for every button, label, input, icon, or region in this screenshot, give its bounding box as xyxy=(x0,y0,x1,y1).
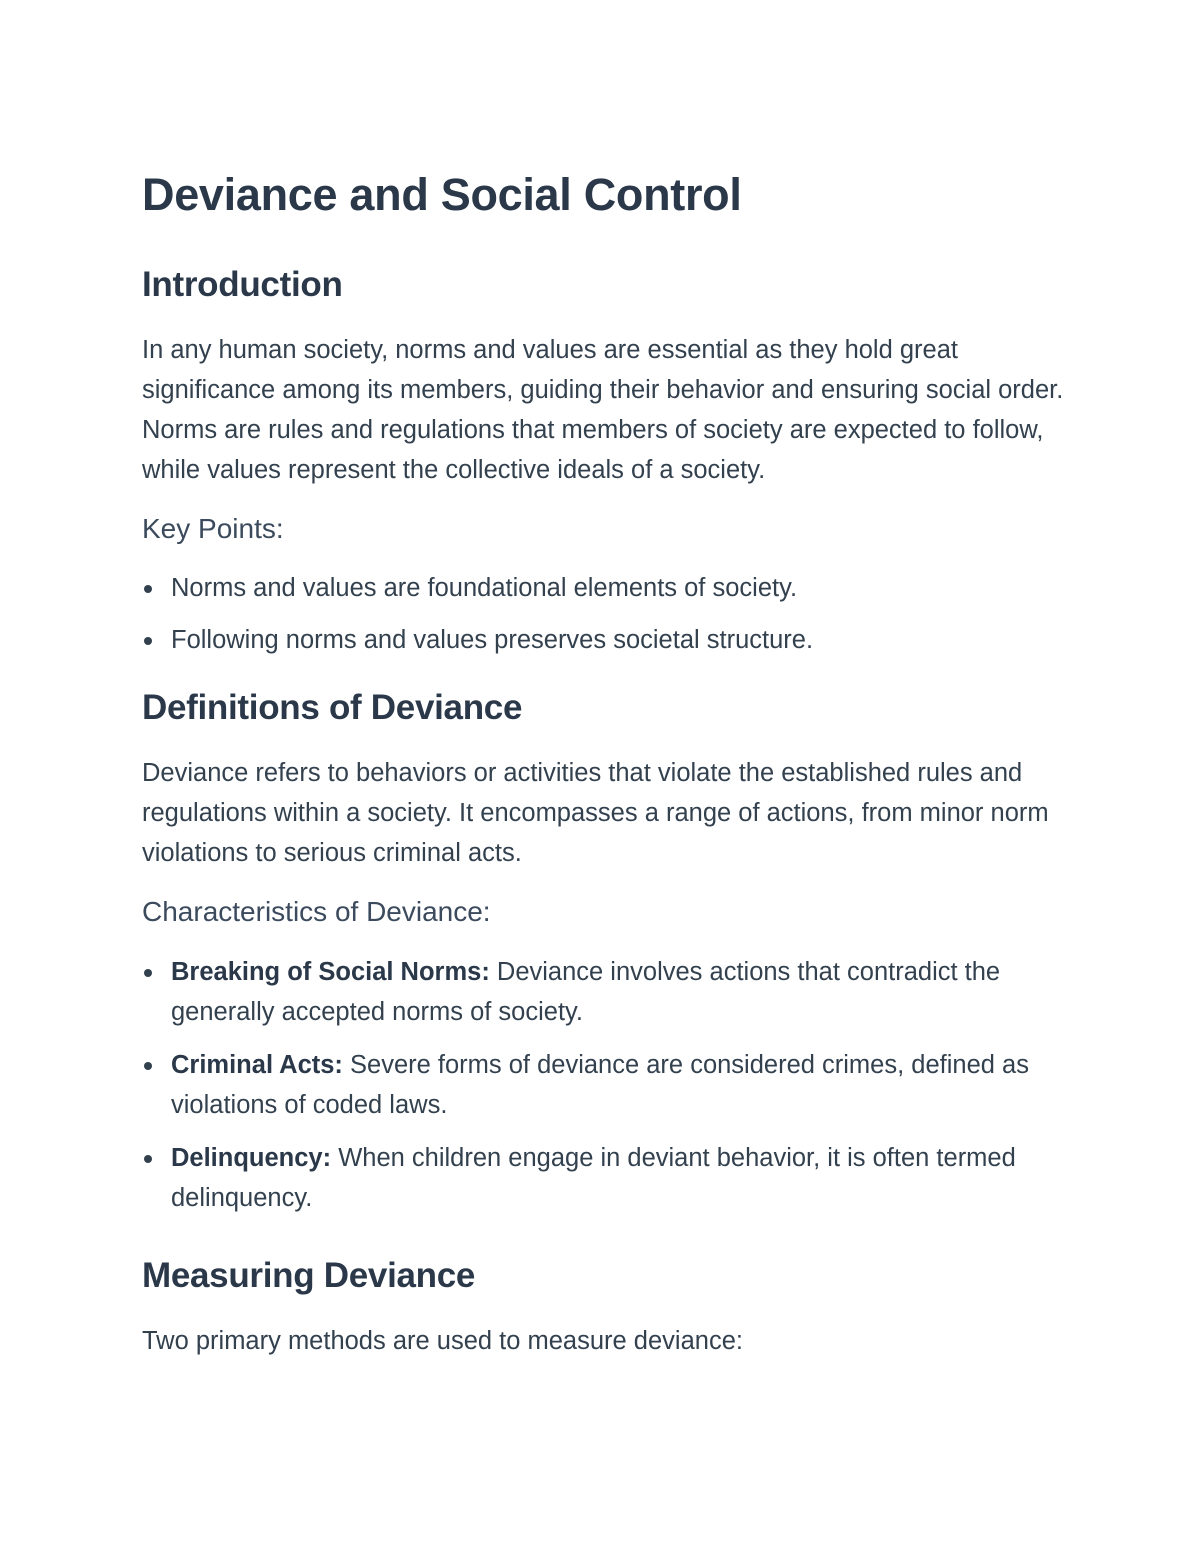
key-points-heading: Key Points: xyxy=(142,513,284,544)
list-item-term: Breaking of Social Norms: xyxy=(171,958,490,986)
measuring-paragraph: Two primary methods are used to measure deviance: xyxy=(142,1327,743,1355)
characteristics-list xyxy=(142,952,1072,1218)
introduction-paragraph: In any human society, norms and values are essential as they hold great significance among its members, guiding their behavior and ensuring social order. Norms are rules and regulations that members of society are expected to follow, while values represent the collective ideals of a society. xyxy=(142,336,1064,484)
bullet-icon xyxy=(144,585,152,593)
characteristics-heading: Characteristics of Deviance: xyxy=(142,896,491,927)
list-item-text: Severe forms of deviance are considered crimes, defined as violations of coded laws. xyxy=(171,1051,1029,1119)
definitions-heading: Definitions of Deviance xyxy=(142,688,523,727)
list-item-term: Delinquency: xyxy=(171,1144,332,1172)
list-item xyxy=(142,952,1072,1032)
measuring-section xyxy=(142,1251,1072,1361)
bullet-icon xyxy=(144,969,152,977)
list-item xyxy=(142,620,1072,660)
key-points-list xyxy=(142,568,1072,660)
bullet-icon xyxy=(144,1155,152,1163)
introduction-heading: Introduction xyxy=(142,265,343,304)
bullet-icon xyxy=(144,637,152,645)
document-title: Deviance and Social Control xyxy=(142,169,742,220)
list-item-text: When children engage in deviant behavior, it is often termed delinquency. xyxy=(171,1144,1016,1212)
definitions-paragraph: Deviance refers to behaviors or activities that violate the established rules and regulations within a society. It encompasses a range of actions, from minor norm violations to serious criminal acts. xyxy=(142,759,1049,867)
definitions-section xyxy=(142,683,1072,1218)
measuring-heading: Measuring Deviance xyxy=(142,1256,476,1295)
list-item-term: Criminal Acts: xyxy=(171,1051,343,1079)
list-item xyxy=(142,568,1072,608)
bullet-icon xyxy=(144,1062,152,1070)
list-item xyxy=(142,1138,1072,1218)
document-page xyxy=(142,160,1072,1361)
list-item-text: Following norms and values preserves societal structure. xyxy=(171,626,814,654)
list-item-text: Norms and values are foundational elements of society. xyxy=(171,574,798,602)
list-item-text: Deviance involves actions that contradict the generally accepted norms of society. xyxy=(171,958,1001,1026)
list-item xyxy=(142,1045,1072,1125)
introduction-section xyxy=(142,260,1072,660)
